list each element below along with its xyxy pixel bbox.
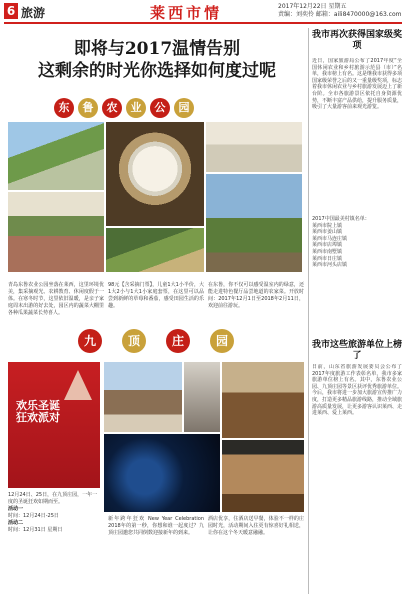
- sidebar-title-2: 我市这些旅游单位上榜了: [312, 340, 403, 361]
- article-text-3: 在东鲁，你不仅可以感受温室内的绿意，还能走进特色餐厅品尝地道的农家菜。开放时间：2017年12月1日至2018年2月11日，欢迎前往游玩。: [208, 282, 304, 309]
- photo-greenhouse: [106, 228, 204, 272]
- list-intro: 2017中国最美村镇名单：: [312, 216, 370, 222]
- article-text-2: 98元【含采摘门票】，儿童1大1小半价，大1大2小与1大1小家庭套票，在这里可以品尝到新鲜的草莓和番茄，感受田园生活的乐趣。: [108, 282, 204, 309]
- article-text-4: 新年跨年狂欢 New Year Celebration 2018年的第一秒，你想和谁一起度过？九顶庄园邀您共同倒数迎接新年的到来。: [108, 516, 204, 536]
- jiuding-banner: [78, 329, 234, 353]
- poster-title: [16, 400, 60, 424]
- poster-title-line-1: 欢乐圣诞: [16, 399, 60, 412]
- list-item: 莱西市店埠镇: [312, 242, 343, 249]
- list-item: 莱西市马连庄镇: [312, 235, 348, 242]
- list-item: 莱西市院上镇: [312, 222, 343, 229]
- poster-title-line-2: 狂欢派对: [16, 411, 60, 424]
- list-item: 莱西市日庄镇: [312, 255, 343, 262]
- banner-char: 农: [102, 98, 122, 118]
- tree-icon: [64, 370, 92, 400]
- photo-tower: [184, 362, 220, 432]
- sidebar-paragraph-2: 日前，山东省旅游发展委员会公布了2017年度旅游工作表彰名单，我市多家旅游单位榜上有名。其中，东鲁农业公园、九顶庄园等景区获评优秀旅游单位。今后，我市将进一步加大旅游宣传推广力度，打造更多精品旅游线路，推动全域旅游高质量发展，让更多游客认识莱西、走进莱西、爱上莱西。: [312, 364, 402, 417]
- dongly-banner: [54, 98, 194, 118]
- banner-char: 顶: [122, 329, 146, 353]
- activity-1-label: 活动一: [8, 506, 24, 512]
- photo-landscape: [206, 174, 302, 272]
- sidebar-text-2: [312, 364, 402, 594]
- photo-christmas-tree: [104, 434, 220, 512]
- headline-line-2: 这剩余的时光你选择如何度过呢: [38, 61, 276, 81]
- photo-dish: [106, 122, 204, 226]
- photo-park-building: [8, 192, 104, 272]
- sidebar-title-1: 我市再次获得国家级奖项: [312, 30, 403, 51]
- activity-2-label: 活动二: [8, 520, 24, 526]
- photo-castle: [104, 362, 182, 432]
- photo-restaurant: [206, 122, 302, 172]
- photo-interior: [222, 440, 304, 512]
- editor-line: 责编：刘奕伶 邮箱：aili8470000@163.com: [278, 11, 402, 18]
- banner-char: 园: [210, 329, 234, 353]
- banner-char: 园: [174, 98, 194, 118]
- banner-char: 九: [78, 329, 102, 353]
- christmas-text: [8, 492, 102, 534]
- sidebar-paragraph-1: 近日，国家旅游局公布了2017年度“全国休闲农业和乡村旅游示范县（市）”名单，我市榜上有名。这是继我市获得多项国家级荣誉之后的又一重量级奖项，标志着我市休闲农业与乡村旅游发展迈上了新台阶。全市各旅游景区依托自身资源优势，不断丰富产品供给，提升服务质量，吸引了大量游客前来观光游览。: [312, 58, 402, 111]
- banner-char: 庄: [166, 329, 190, 353]
- section-title: 旅游: [21, 6, 46, 20]
- page-header: [0, 0, 406, 22]
- column-divider: [308, 28, 309, 594]
- banner-char: 东: [54, 98, 74, 118]
- list-item: 莱西市南墅镇: [312, 248, 343, 255]
- header-meta: [278, 3, 401, 19]
- list-item: 莱西市河头店镇: [312, 262, 348, 269]
- xmas-intro: 12月24日、25日，在九顶庄园，一年一度的圣诞狂欢如期而至。: [8, 492, 98, 505]
- main-headline: [12, 38, 302, 82]
- activity-1-time: 时间：12月24日-25日: [8, 513, 59, 519]
- header-rule: [4, 22, 402, 24]
- banner-char: 鲁: [78, 98, 98, 118]
- article-text-5: 酒店优享，住酒店送早餐，体验不一样的庄园时光，活动期间入住更有惊喜好礼相送，让你在这个冬天暖意融融。: [208, 516, 304, 536]
- banner-char: 业: [126, 98, 146, 118]
- photo-dining: [222, 362, 304, 438]
- list-item: 莱西市姜山镇: [312, 229, 343, 236]
- photo-park-aerial: [8, 122, 104, 190]
- date-line: 2017年12月22日 星期五: [278, 3, 347, 10]
- banner-char: 公: [150, 98, 170, 118]
- paper-name: 莱西市情: [150, 4, 223, 22]
- headline-line-1: 即将与2017温情告别: [73, 39, 241, 59]
- sidebar-text-1: [312, 58, 402, 338]
- sidebar-list: [312, 216, 402, 269]
- page-number: 6: [4, 3, 18, 19]
- activity-2-time: 时间：12月31日 星期日: [8, 527, 63, 533]
- article-text-1: 青岛东鲁农业公园坐落在莱西，这里环境优美，集采摘观光、农耕教育、休闲度假于一体。在寒冬时节，这里依旧温暖，是亲子家庭周末出游的好去处，园区内的蔬菜大棚里各种瓜果蔬菜长势喜人。: [8, 282, 104, 316]
- christmas-poster: [8, 362, 100, 488]
